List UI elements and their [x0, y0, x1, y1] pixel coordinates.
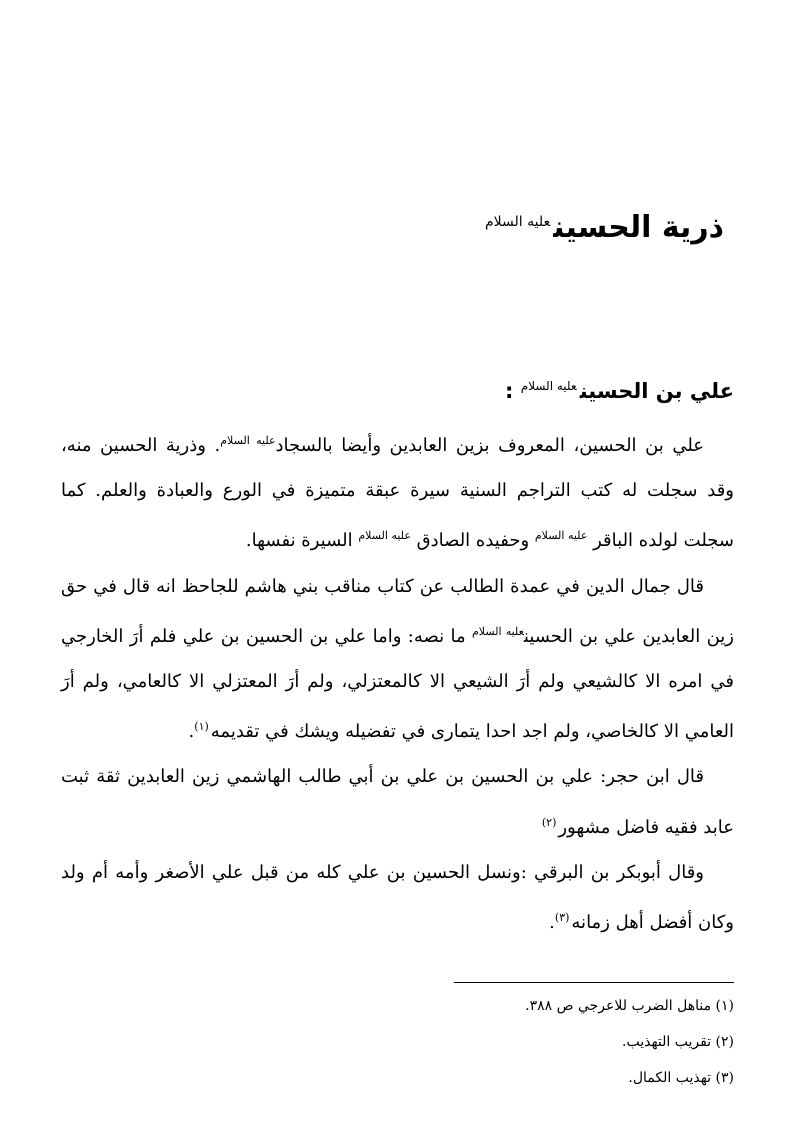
chapter-title-text: ذرية الحسين: [553, 210, 724, 245]
paragraph-1: [61, 418, 734, 564]
paragraph-3-text: قال ابن حجر: علي بن الحسين بن علي بن أبي طالب الهاشمي زين العابدين ثقة ثبت عابد فقيه فاضل مشهور: [61, 766, 734, 838]
paragraph-2-end: .: [188, 721, 195, 743]
chapter-title: [485, 196, 724, 254]
footnote-3: (٣) تهذيب الكمال.: [628, 1070, 734, 1086]
body-text: [61, 418, 734, 945]
paragraph-4: [61, 850, 734, 945]
section-heading: [505, 366, 734, 411]
paragraph-3: [61, 754, 734, 849]
footnote-divider: [454, 982, 734, 983]
section-honorific: عليه السلام: [520, 379, 577, 393]
paragraph-1-text-a: علي بن الحسين، المعروف بزين العابدين وأيضا بالسجاد: [275, 435, 705, 456]
footnotes: [314, 988, 734, 1096]
footnote-2: (٢) تقريب التهذيب.: [622, 1034, 734, 1050]
paragraph-2: [61, 564, 734, 755]
paragraph-1-honorific-3: عليه السلام: [358, 529, 411, 543]
paragraph-4-text: وقال أبوبكر بن البرقي :ونسل الحسين بن علي كله من قبل علي الأصغر وأمه أم ولد وكان أفضل أهل زمانه: [61, 861, 734, 934]
paragraph-1-text-c: وحفيده الصادق: [416, 530, 535, 552]
footnote-1: (١) مناهل الضرب للاعرجي ص ٣٨٨.: [525, 998, 734, 1014]
footnote-ref-1[interactable]: (١): [194, 720, 209, 734]
paragraph-1-honorific-1: عليه السلام: [220, 434, 276, 447]
paragraph-1-honorific-2: عليه السلام: [534, 529, 588, 543]
paragraph-2-honorific: عليه السلام: [471, 624, 524, 638]
footnote-ref-3[interactable]: (٣): [554, 911, 570, 925]
paragraph-2-text-b: ما نصه: واما علي بن الحسين بن علي فلم أرَ الخارجي في امره الا كالشيعي ولم أرَ الشيعي الا كالمعتزلي، ولم أرَ المعتزلي الا كالعامي، ولم أرَ العامي الا كالخاصي، ولم اجد احدا يتمارى في تفضيله ويشك في تقديمه: [61, 625, 734, 743]
section-colon: :: [505, 379, 514, 403]
section-heading-text: علي بن الحسين: [579, 379, 734, 403]
chapter-honorific: عليه السلام: [484, 214, 551, 230]
footnote-ref-2[interactable]: (٢): [541, 815, 557, 829]
paragraph-2-text-a: قال جمال الدين في عمدة الطالب عن كتاب مناقب بني هاشم للجاحظ انه قال في حق زين العابدين علي بن الحسين: [61, 575, 734, 647]
paragraph-4-end: .: [549, 912, 555, 934]
paragraph-1-text-d: السيرة نفسها.: [245, 530, 359, 552]
paragraph-1-text-b: . وذرية الحسين منه، وقد سجلت له كتب التراجم السنية سيرة عبقة متميزة في الورع والعبادة والعلم. كما سجلت لولده الباقر: [61, 435, 734, 552]
